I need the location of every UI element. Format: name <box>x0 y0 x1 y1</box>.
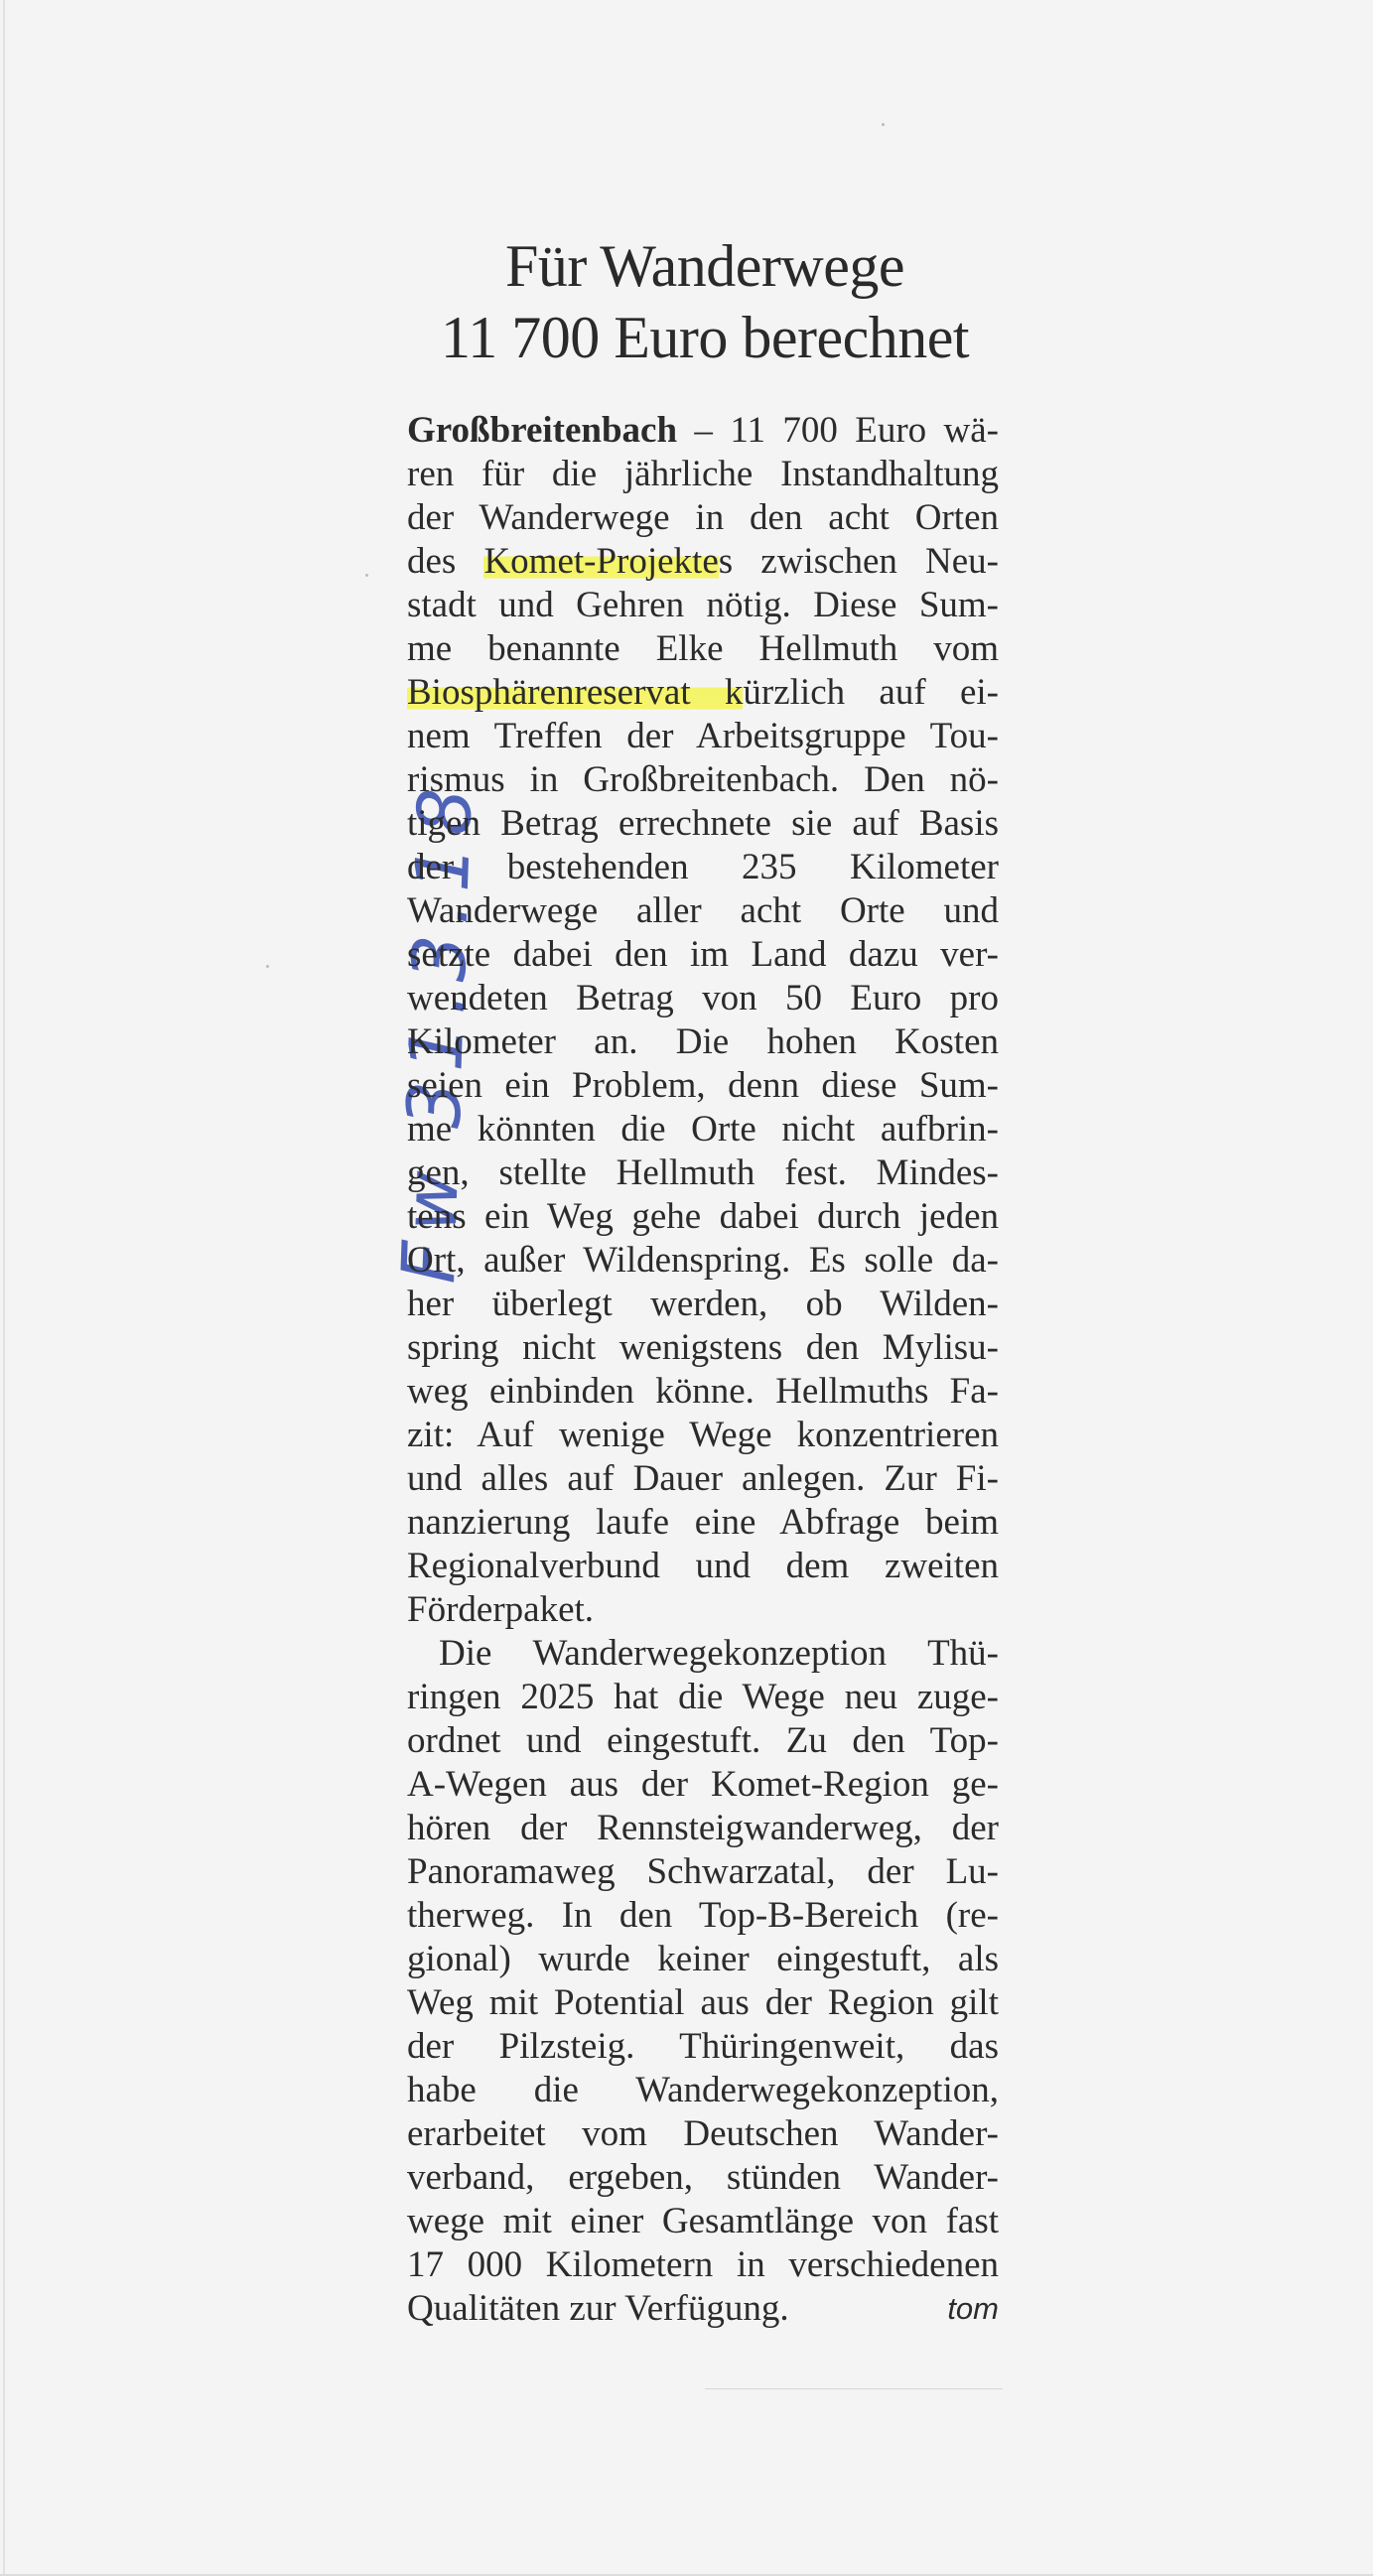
scan-speck <box>365 574 368 577</box>
line-text: hören der Rennsteigwanderweg, der <box>407 1808 999 1848</box>
text-line <box>407 2069 999 2112</box>
line-text: A-Wegen aus der Komet-Region ge- <box>407 1764 999 1805</box>
line-text: zit: Auf wenige Wege konzentrieren <box>407 1415 999 1455</box>
line-text: wendeten Betrag von 50 Euro pro <box>407 978 999 1018</box>
line-text: erarbeitet vom Deutschen Wander- <box>407 2113 999 2154</box>
line-text: Ort, außer Wildenspring. Es solle da- <box>407 1240 999 1281</box>
article-body <box>407 409 999 2331</box>
text-line <box>407 758 999 802</box>
line-text: Förderpaket. <box>407 1589 595 1630</box>
line-text: habe die Wanderwegekonzeption, <box>407 2070 999 2110</box>
text-line <box>407 1370 999 1414</box>
line-text: Die Wanderwegekonzeption Thü- <box>439 1633 999 1674</box>
line-text: Wanderwege aller acht Orte und <box>407 890 999 931</box>
text-line <box>407 1195 999 1239</box>
line-text: tigen Betrag errechnete sie auf Basis <box>407 803 999 844</box>
line-text: der bestehenden 235 Kilometer <box>407 847 999 887</box>
text-line <box>407 1763 999 1807</box>
text-line <box>407 2287 999 2331</box>
line-text: Panoramaweg Schwarzatal, der Lu- <box>407 1851 999 1892</box>
text-line <box>407 1239 999 1283</box>
text-line <box>407 1719 999 1763</box>
scan-speck <box>266 965 269 968</box>
text-line <box>407 1894 999 1938</box>
line-text: her überlegt werden, ob Wilden- <box>407 1284 999 1324</box>
text-line <box>407 1938 999 1981</box>
text-line <box>407 1020 999 1064</box>
paragraph-1 <box>407 409 999 1632</box>
line-text: wege mit einer Gesamtlänge von fast <box>407 2201 999 2241</box>
line-text: der Pilzsteig. Thüringenweit, das <box>407 2026 999 2067</box>
line-text: setzte dabei den im Land dazu ver- <box>407 934 999 975</box>
line-text: nem Treffen der Arbeitsgruppe Tou- <box>407 716 999 756</box>
line-text: tens ein Weg gehe dabei durch jeden <box>407 1196 999 1237</box>
line-text: therweg. In den Top-B-Bereich (re- <box>407 1895 999 1936</box>
text-line <box>407 1501 999 1545</box>
line-text: weg einbinden könne. Hellmuths Fa- <box>407 1371 999 1412</box>
scan-speck <box>882 123 885 126</box>
text-line <box>407 1064 999 1108</box>
line-text: nanzierung laufe eine Abfrage beim <box>407 1502 999 1543</box>
text-line <box>407 627 999 671</box>
text-line <box>407 1676 999 1719</box>
scan-edge <box>3 0 5 2576</box>
paragraph-2 <box>407 1632 999 2331</box>
text-line <box>407 2200 999 2243</box>
line-text: verband, ergeben, stünden Wander- <box>407 2157 999 2198</box>
text-line <box>407 1414 999 1457</box>
highlighted-text: Komet-Projekte <box>483 541 719 582</box>
text-line <box>407 977 999 1020</box>
text-line <box>407 1807 999 1850</box>
line-text: und alles auf Dauer anlegen. Zur Fi- <box>407 1458 999 1499</box>
text-line <box>407 1545 999 1588</box>
bottom-rule <box>705 2388 1003 2389</box>
line-text: Kilometer an. Die hohen Kosten <box>407 1021 999 1062</box>
line-text: ren für die jährliche Instandhaltung <box>407 454 999 494</box>
text-line <box>407 1850 999 1894</box>
line-text: Qualitäten zur Verfügung. <box>407 2288 789 2329</box>
text-line <box>407 889 999 933</box>
line-text: Regionalverbund und dem zweiten <box>407 1546 999 1586</box>
line-text: ürzlich auf ei- <box>743 672 999 713</box>
line-text: ringen 2025 hat die Wege neu zuge- <box>407 1677 999 1717</box>
text-line <box>407 584 999 627</box>
line-text: 17 000 Kilometern in verschiedenen <box>407 2244 999 2285</box>
text-line <box>407 933 999 977</box>
line-text: der Wanderwege in den acht Orten <box>407 497 999 538</box>
author-signature: tom <box>947 2291 999 2326</box>
handwritten-date-annotation: Fw 31.3.18 <box>385 776 489 1286</box>
line-text: gional) wurde keiner eingestuft, als <box>407 1939 999 1979</box>
text-line <box>407 1588 999 1632</box>
text-line <box>407 1326 999 1370</box>
text-line <box>407 496 999 540</box>
line-text: rismus in Großbreitenbach. Den nö- <box>407 759 999 800</box>
text-line <box>407 802 999 846</box>
text-line <box>407 671 999 715</box>
line-text: spring nicht wenigstens den Mylisu- <box>407 1327 999 1368</box>
text-line <box>407 1283 999 1326</box>
text-line <box>407 715 999 758</box>
line-text: me könnten die Orte nicht aufbrin- <box>407 1109 999 1150</box>
headline <box>377 230 1032 373</box>
text-line <box>407 1981 999 2025</box>
line-text: des <box>407 541 484 582</box>
text-line <box>407 2112 999 2156</box>
line-text: stadt und Gehren nötig. Diese Sum- <box>407 585 999 625</box>
text-line <box>407 453 999 496</box>
dateline: Großbreitenbach <box>407 410 678 451</box>
text-line <box>407 2025 999 2069</box>
text-line <box>407 1632 999 1676</box>
text-line <box>407 1108 999 1152</box>
text-line <box>407 2243 999 2287</box>
text-line <box>407 846 999 889</box>
text-line <box>407 2156 999 2200</box>
line-text: s zwischen Neu- <box>718 541 1000 582</box>
line-text: gen, stellte Hellmuth fest. Mindes- <box>407 1152 999 1193</box>
text-line <box>407 1152 999 1195</box>
text-line <box>407 409 999 453</box>
headline-line-1: Für Wanderwege <box>505 233 904 299</box>
highlighted-text: Biosphärenreservat k <box>407 672 744 713</box>
text-line <box>407 1457 999 1501</box>
line-text: ordnet und eingestuft. Zu den Top- <box>407 1720 999 1761</box>
line-text: me benannte Elke Hellmuth vom <box>407 628 999 669</box>
line-text: Weg mit Potential aus der Region gilt <box>407 1982 999 2023</box>
headline-line-2: 11 700 Euro berechnet <box>440 305 970 370</box>
line-text: – 11 700 Euro wä- <box>677 410 999 451</box>
text-line <box>407 540 999 584</box>
line-text: seien ein Problem, denn diese Sum- <box>407 1065 999 1106</box>
